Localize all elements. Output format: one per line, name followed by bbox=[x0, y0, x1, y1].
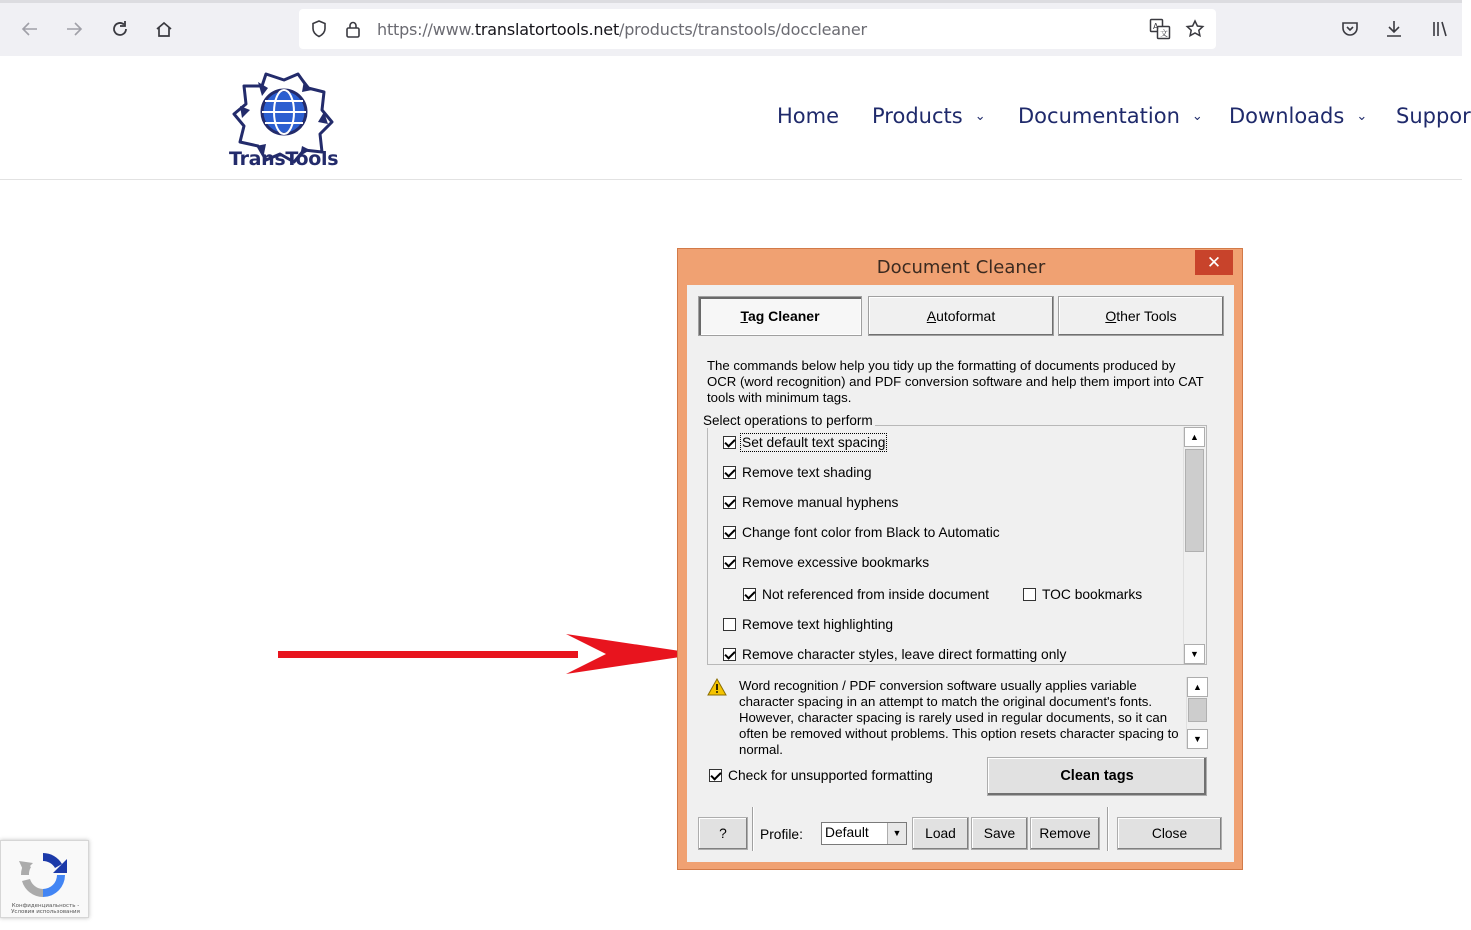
clean-tags-button[interactable]: Clean tags bbox=[987, 757, 1207, 796]
lock-icon[interactable] bbox=[343, 19, 363, 39]
nav-documentation[interactable]: Documentation ⌄ bbox=[1018, 104, 1203, 128]
nav-support[interactable]: Suppor bbox=[1396, 104, 1471, 128]
remove-button[interactable]: Remove bbox=[1030, 817, 1100, 850]
operations-scrollbar[interactable] bbox=[1183, 427, 1204, 664]
pocket-icon[interactable] bbox=[1334, 13, 1366, 45]
translate-icon[interactable] bbox=[1149, 18, 1171, 40]
description-text: The commands below help you tidy up the formatting of documents produced by OCR (word recognition) and PDF conversion software and help them import into CAT tools with minimum tags. bbox=[707, 358, 1204, 405]
nav-products[interactable]: Products ⌄ bbox=[872, 104, 986, 128]
forward-icon[interactable] bbox=[58, 13, 90, 45]
check-unsupported-formatting[interactable]: Check for unsupported formatting bbox=[709, 768, 933, 783]
separator bbox=[1107, 807, 1109, 851]
op-change-font-color[interactable]: Change font color from Black to Automatic bbox=[723, 525, 1000, 540]
chevron-down-icon: ⌄ bbox=[1356, 109, 1368, 124]
download-icon[interactable] bbox=[1378, 13, 1410, 45]
note-text: Word recognition / PDF conversion software usually applies variable character spacing in an attempt to match the original document's fonts. However, character spacing is rarely used in regular documents, so it can often be removed without problems. This option resets character spacing to normal. bbox=[739, 678, 1179, 757]
nav-home[interactable]: Home bbox=[777, 104, 840, 128]
home-icon[interactable] bbox=[148, 13, 180, 45]
op-set-default-text-spacing[interactable]: Set default text spacing bbox=[723, 435, 885, 450]
save-button[interactable]: Save bbox=[971, 817, 1028, 850]
checkbox[interactable] bbox=[723, 648, 736, 661]
site-header bbox=[0, 56, 1471, 180]
profile-label: Profile: bbox=[760, 827, 803, 842]
op-remove-manual-hyphens[interactable]: Remove manual hyphens bbox=[723, 495, 898, 510]
note-scrollbar[interactable] bbox=[1186, 677, 1207, 749]
close-icon[interactable]: ✕ bbox=[1195, 250, 1233, 275]
op-not-referenced[interactable]: Not referenced from inside document bbox=[743, 587, 989, 602]
info-note bbox=[707, 678, 1182, 757]
recaptcha-privacy[interactable]: Конфиденциальность - bbox=[11, 903, 80, 909]
back-icon[interactable] bbox=[14, 13, 46, 45]
scroll-up-icon[interactable]: ▲ bbox=[1187, 677, 1208, 697]
op-remove-text-highlighting[interactable]: Remove text highlighting bbox=[723, 617, 893, 632]
dialog-body bbox=[687, 285, 1234, 862]
url-text[interactable]: https://www.translatortools.net/products/transtools/doccleaner bbox=[377, 20, 867, 39]
checkbox[interactable] bbox=[743, 588, 756, 601]
tab-tag-cleaner[interactable]: Tag Cleaner bbox=[698, 296, 862, 336]
recaptcha-terms[interactable]: Условия использования bbox=[11, 909, 80, 915]
library-icon[interactable] bbox=[1424, 13, 1456, 45]
op-remove-character-styles[interactable]: Remove character styles, leave direct formatting only bbox=[723, 647, 1066, 662]
checkbox[interactable] bbox=[723, 618, 736, 631]
checkbox[interactable] bbox=[1023, 588, 1036, 601]
recaptcha-badge[interactable] bbox=[0, 840, 89, 918]
op-toc-bookmarks[interactable]: TOC bookmarks bbox=[1023, 587, 1142, 602]
separator bbox=[752, 807, 754, 851]
operations-list bbox=[709, 428, 1183, 662]
close-button[interactable]: Close bbox=[1117, 817, 1222, 850]
address-bar[interactable] bbox=[299, 9, 1216, 49]
profile-select[interactable]: Default ▼ bbox=[821, 822, 907, 845]
dialog-title: Document Cleaner bbox=[876, 257, 1046, 278]
logo-text[interactable]: TransTools bbox=[229, 148, 339, 170]
chevron-down-icon: ⌄ bbox=[974, 109, 986, 124]
scroll-down-icon[interactable]: ▼ bbox=[1187, 729, 1208, 749]
nav-downloads[interactable]: Downloads ⌄ bbox=[1229, 104, 1368, 128]
op-remove-text-shading[interactable]: Remove text shading bbox=[723, 465, 872, 480]
browser-toolbar bbox=[0, 0, 1462, 56]
bookmark-star-icon[interactable] bbox=[1185, 19, 1205, 39]
checkbox[interactable] bbox=[723, 556, 736, 569]
chevron-down-icon[interactable]: ▼ bbox=[887, 823, 906, 844]
scroll-thumb[interactable] bbox=[1188, 698, 1207, 722]
scroll-up-icon[interactable]: ▲ bbox=[1184, 427, 1205, 447]
tab-autoformat[interactable]: Autoformat bbox=[868, 296, 1054, 336]
checkbox[interactable] bbox=[709, 769, 722, 782]
checkbox[interactable] bbox=[723, 466, 736, 479]
checkbox[interactable] bbox=[723, 436, 736, 449]
shield-icon[interactable] bbox=[309, 19, 329, 39]
help-button[interactable]: ? bbox=[698, 817, 748, 850]
group-label: Select operations to perform bbox=[703, 413, 873, 428]
red-arrow-icon bbox=[276, 632, 700, 676]
op-remove-excessive-bookmarks[interactable]: Remove excessive bookmarks bbox=[723, 555, 929, 570]
recaptcha-icon bbox=[15, 847, 71, 903]
scroll-thumb[interactable] bbox=[1185, 449, 1204, 552]
warning-icon bbox=[707, 678, 727, 696]
svg-text:A: A bbox=[1153, 22, 1159, 31]
svg-text:文: 文 bbox=[1160, 29, 1168, 38]
scroll-down-icon[interactable]: ▼ bbox=[1184, 644, 1205, 664]
tab-other-tools[interactable]: Other Tools bbox=[1058, 296, 1224, 336]
checkbox[interactable] bbox=[723, 496, 736, 509]
reload-icon[interactable] bbox=[104, 13, 136, 45]
load-button[interactable]: Load bbox=[912, 817, 969, 850]
checkbox[interactable] bbox=[723, 526, 736, 539]
chevron-down-icon: ⌄ bbox=[1191, 109, 1203, 124]
document-cleaner-dialog bbox=[677, 248, 1243, 870]
